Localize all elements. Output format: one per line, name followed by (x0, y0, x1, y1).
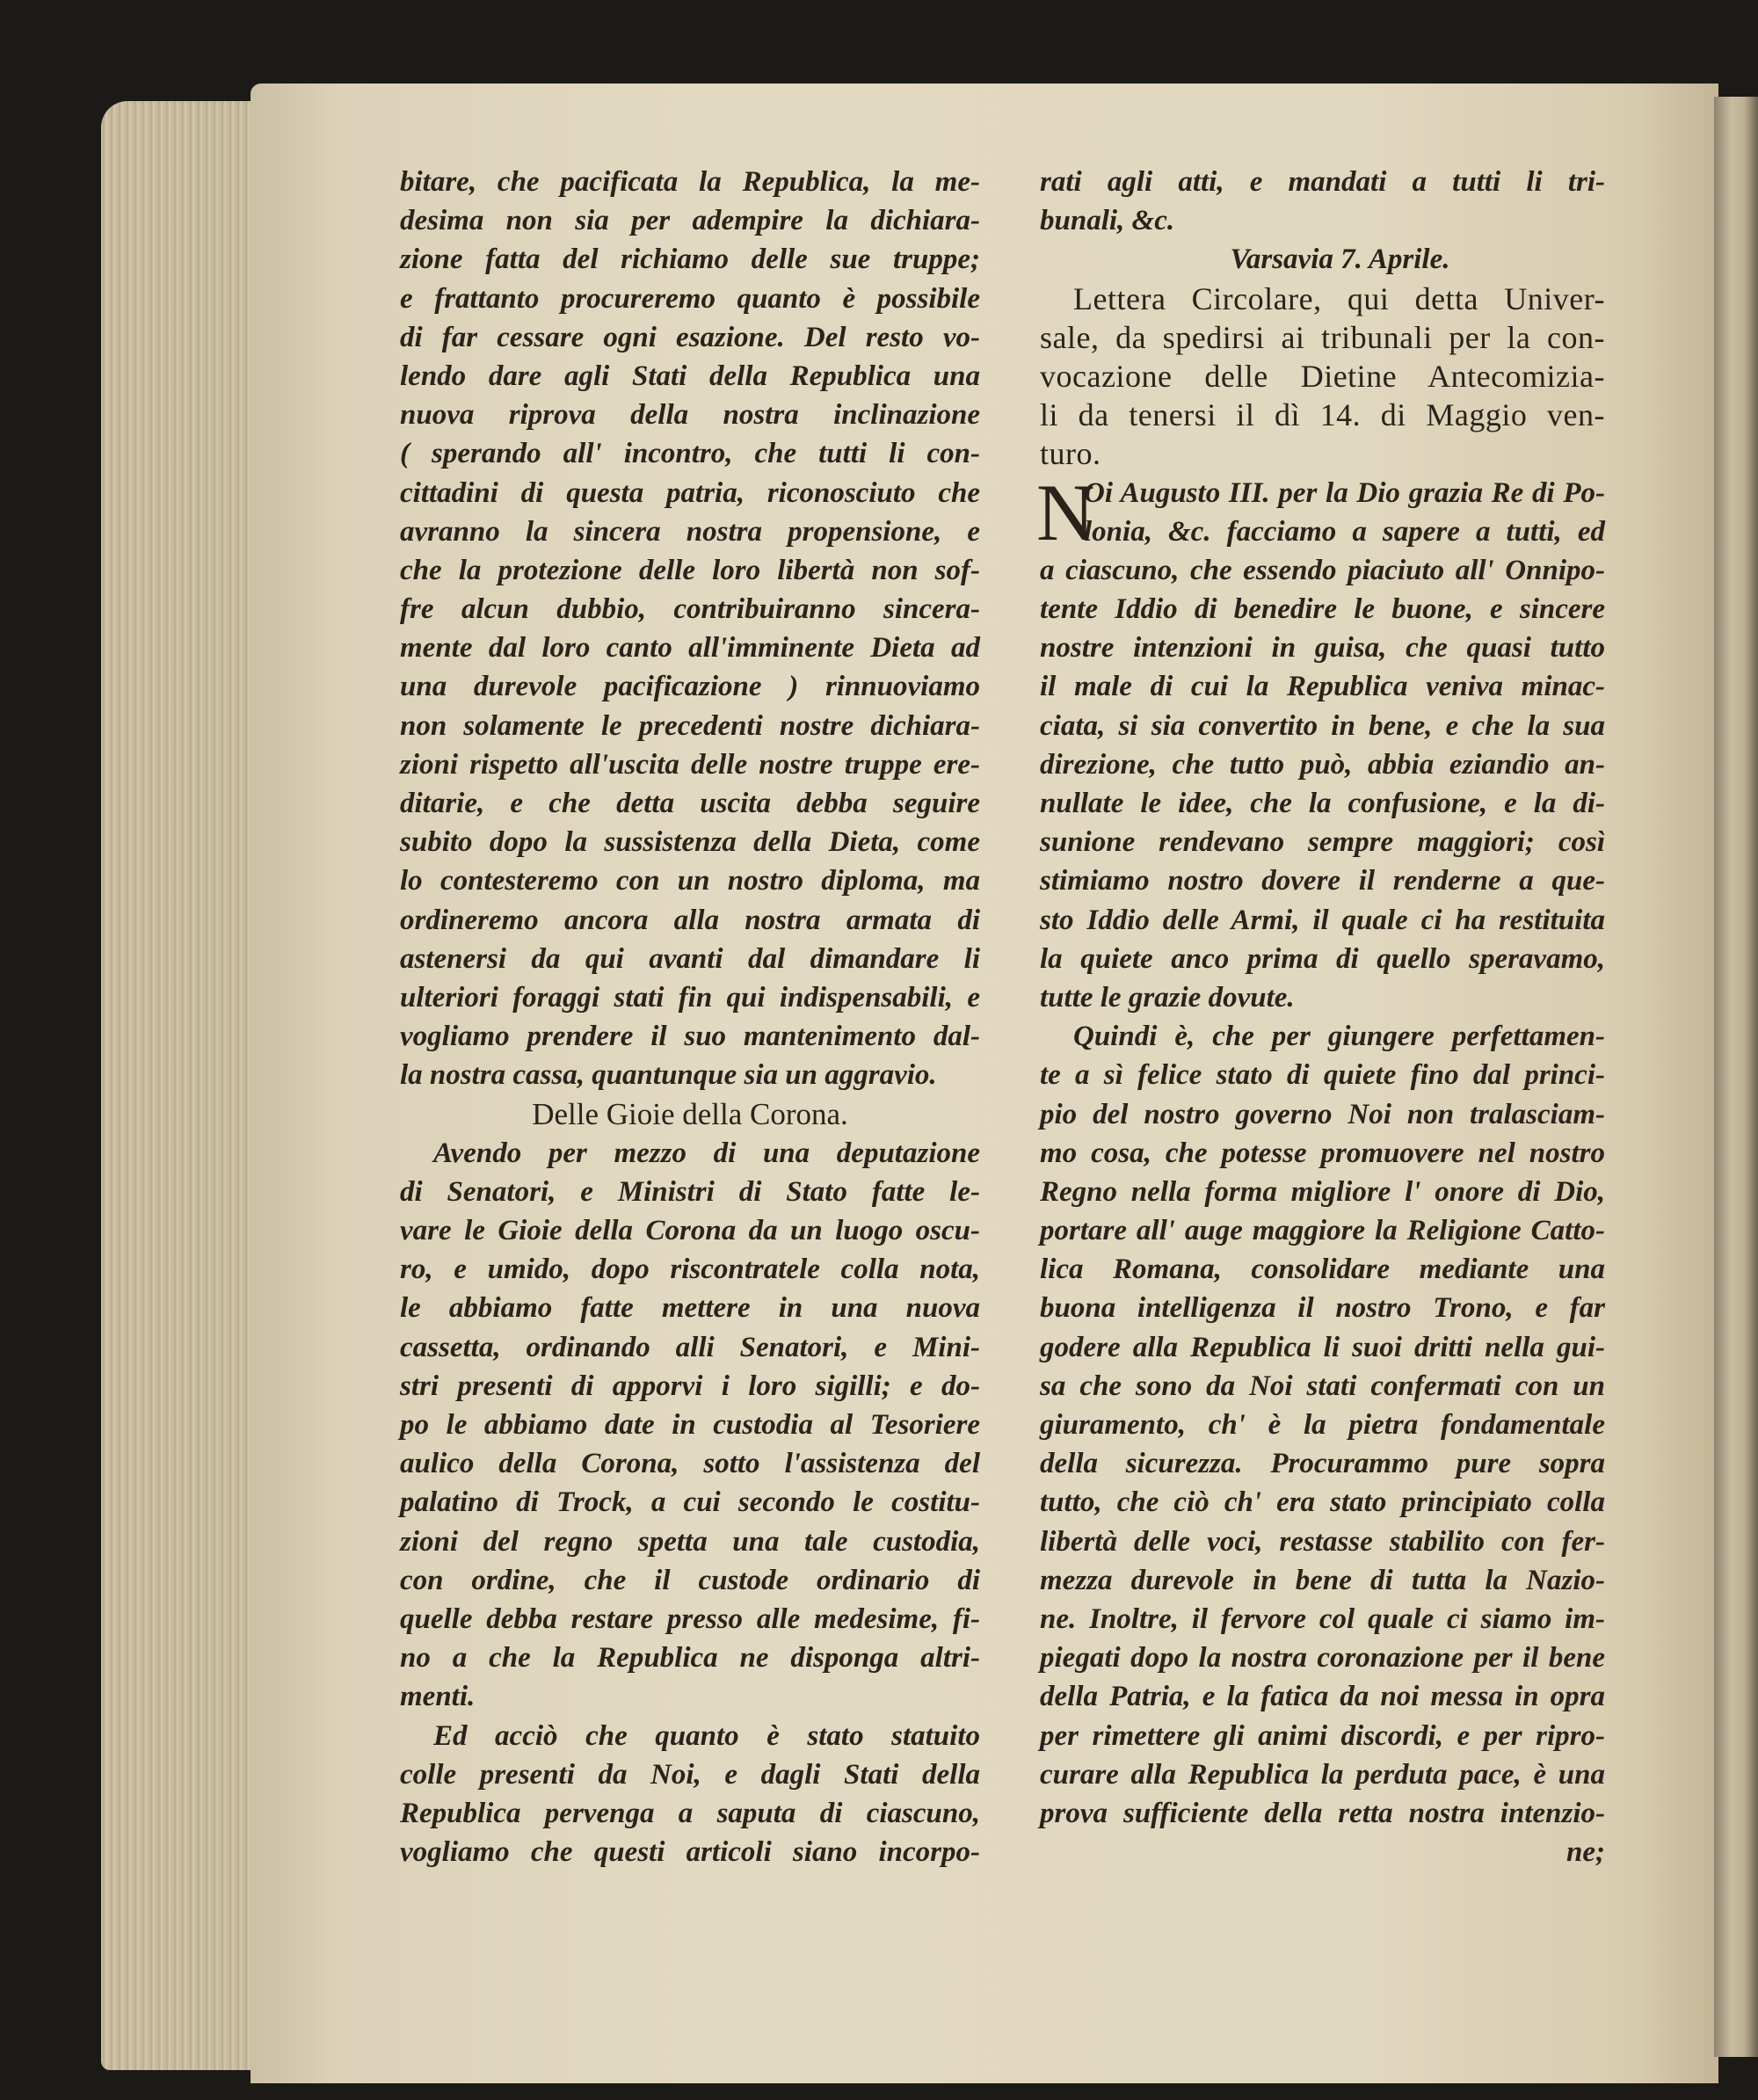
left-paragraph-3 (400, 1717, 980, 1872)
text-line: Ed acciò che quanto è stato statuito (433, 1719, 980, 1752)
text-line: per rimettere gli animi discordi, e per ripro- (1040, 1719, 1605, 1752)
text-line: non solamente le precedenti nostre dichiara- (400, 709, 980, 742)
text-line: di Senatori, e Ministri di Stato fatte le- (400, 1175, 980, 1208)
text-line: ulteriori foraggi stati fin qui indispensabili, e (400, 981, 980, 1014)
text-line: zioni rispetto all'uscita delle nostre truppe ere- (400, 748, 980, 781)
text-line: il male di cui la Republica veniva minac- (1040, 671, 1605, 703)
page-stack-edge (101, 101, 259, 2070)
binding-edge (1714, 97, 1758, 2057)
letter-title (1040, 280, 1605, 474)
text-line: sa che sono da Noi stati confermati con un (1040, 1370, 1605, 1402)
right-column (1036, 163, 1605, 1871)
text-line: stri presenti di apporvi i loro sigilli; e do- (400, 1370, 980, 1402)
text-line: li da tenersi il dì 14. di Maggio ven- (1040, 397, 1605, 433)
text-line: vocazione delle Dietine Antecomizia- (1040, 358, 1605, 394)
text-line: menti. (400, 1681, 476, 1713)
text-line: sale, da spedirsi ai tribunali per la con- (1040, 319, 1605, 355)
text-line: mo cosa, che potesse promuovere nel nostro (1040, 1137, 1605, 1169)
text-line: avranno la sincera nostra propensione, e (400, 515, 980, 548)
text-line: bunali, &c. (1040, 205, 1175, 237)
right-paragraph-2 (1036, 467, 1605, 1018)
text-line: pio del nostro governo Noi non tralasciam- (1040, 1098, 1605, 1130)
text-line: vogliamo prendere il suo mantenimento dal- (400, 1021, 980, 1053)
text-line: la quiete anco prima di quello speravamo, (1040, 942, 1605, 975)
dateline: Varsavia 7. Aprile. (1230, 243, 1450, 276)
text-line: ditarie, e che detta uscita debba seguire (400, 788, 980, 819)
text-line: mezza durevole in bene di tutta la Nazio- (1040, 1564, 1605, 1596)
text-line: no a che la Republica ne disponga altri- (400, 1642, 980, 1675)
text-line: con ordine, che il custode ordinario di (400, 1564, 980, 1596)
text-line: Oi Augusto III. per la Dio grazia Re di Po- (1084, 476, 1605, 509)
text-line: vogliamo che questi articoli siano incorpo- (400, 1836, 980, 1869)
text-line: piegati dopo la nostra coronazione per il bene (1040, 1642, 1605, 1675)
text-line: zioni del regno spetta una tale custodia, (400, 1525, 980, 1558)
text-line: te a sì felice stato di quiete fino dal princi- (1040, 1059, 1605, 1092)
text-line: buona intelligenza il nostro Trono, e far (1040, 1292, 1605, 1325)
text-line: palatino di Trock, a cui secondo le costitu- (400, 1486, 980, 1519)
text-line: ordineremo ancora alla nostra armata di (400, 904, 980, 936)
text-line: le abbiamo fatte mettere in una nuova (400, 1292, 980, 1325)
text-line: tente Iddio di benedire le buone, e sincere (1040, 593, 1605, 626)
text-line: cittadini di questa patria, riconosciuto che (400, 476, 980, 509)
text-line: Regno nella forma migliore l' onore di Dio, (1040, 1175, 1605, 1208)
text-line: della Patria, e la fatica da noi messa in opra (1040, 1681, 1605, 1713)
text-line: Lettera Circolare, qui detta Univer- (1073, 280, 1605, 316)
text-line: lendo dare agli Stati della Republica una (400, 360, 980, 392)
text-line: lo contesteremo con un nostro diploma, ma (400, 865, 980, 897)
text-line: ciata, si sia convertito in bene, e che la sua (1040, 709, 1605, 742)
text-line: godere alla Republica li suoi dritti nella gui- (1040, 1331, 1605, 1363)
text-line: mente dal loro canto all'imminente Dieta ad (400, 632, 980, 665)
text-line: libertà delle voci, restasse stabilito con fer- (1040, 1525, 1605, 1558)
text-line: subito dopo la sussistenza della Dieta, come (400, 826, 980, 859)
text-line: che la protezione delle loro libertà non sof- (400, 554, 980, 586)
text-line: ( sperando all' incontro, che tutti li con- (400, 438, 980, 470)
section-heading: Delle Gioie della Corona. (532, 1096, 848, 1131)
text-line: portare all' auge maggiore la Religione Catto- (1040, 1215, 1605, 1247)
text-line: e frattanto procureremo quanto è possibile (400, 282, 980, 315)
text-line: nostre intenzioni in guisa, che quasi tutto (1040, 632, 1605, 665)
text-line: Republica pervenga a saputa di ciascuno, (400, 1797, 980, 1829)
text-line: Quindi è, che per giungere perfettamen- (1073, 1021, 1605, 1053)
text-line: rati agli atti, e mandati a tutti li tri- (1040, 166, 1605, 198)
right-paragraph-3 (1040, 1017, 1605, 1833)
text-line: astenersi da qui avanti dal dimandare li (400, 942, 980, 975)
text-line: aulico della Corona, sotto l'assistenza del (400, 1448, 980, 1480)
text-line: turo. (1040, 436, 1101, 472)
text-line: sunione rendevano sempre maggiori; così (1040, 826, 1605, 859)
text-line: Avendo per mezzo di una deputazione (433, 1137, 980, 1169)
text-line: cassetta, ordinando alli Senatori, e Mini- (400, 1331, 980, 1363)
text-line: della sicurezza. Procurammo pure sopra (1040, 1448, 1605, 1480)
text-line: tutte le grazie dovute. (1040, 981, 1295, 1014)
text-line: direzione, che tutto può, abbia eziandio an- (1040, 748, 1605, 781)
text-line: nuova riprova della nostra inclinazione (400, 399, 980, 432)
text-line: la nostra cassa, quantunque sia un aggravio. (400, 1059, 937, 1092)
text-line: sto Iddio delle Armi, il quale ci ha restituita (1040, 904, 1605, 936)
catchword: ne; (1566, 1836, 1605, 1869)
text-line: curare alla Republica la perduta pace, è una (1040, 1758, 1605, 1791)
text-line: lica Romana, consolidare mediante una (1040, 1253, 1605, 1286)
text-line: po le abbiamo date in custodia al Tesoriere (400, 1409, 980, 1441)
right-paragraph-1 (1040, 163, 1605, 240)
left-column (400, 163, 980, 1871)
text-line: una durevole pacificazione ) rinnuoviamo (400, 671, 980, 703)
text-line: ro, e umido, dopo riscontratele colla nota, (400, 1253, 980, 1286)
left-paragraph-2 (400, 1134, 980, 1717)
text-line: colle presenti da Noi, e dagli Stati della (400, 1758, 980, 1791)
text-line: vare le Gioie della Corona da un luogo oscu- (400, 1215, 980, 1247)
text-line: stimiamo nostro dovere il renderne a que- (1040, 865, 1605, 897)
text-line: nullate le idee, che la confusione, e la di- (1040, 788, 1605, 819)
text-line: tutto, che ciò ch' era stato principiato colla (1040, 1486, 1605, 1519)
left-paragraph-1 (400, 163, 980, 1095)
text-line: di far cessare ogni esazione. Del resto vo- (400, 321, 980, 353)
text-line: quelle debba restare presso alle medesime, fi- (400, 1602, 980, 1635)
text-line: zione fatta del richiamo delle sue truppe; (400, 243, 980, 276)
text-line: a ciascuno, che essendo piaciuto all' Onnipo- (1040, 554, 1605, 586)
text-line: desima non sia per adempire la dichiara- (400, 205, 980, 237)
text-line: fre alcun dubbio, contribuiranno sincera- (400, 593, 980, 626)
text-line: giuramento, ch' è la pietra fondamentale (1040, 1409, 1605, 1441)
drop-cap: N (1036, 467, 1095, 557)
text-line: lonia, &c. facciamo a sapere a tutti, ed (1084, 515, 1605, 548)
text-line: prova sufficiente della retta nostra intenzio- (1040, 1797, 1605, 1829)
text-line: bitare, che pacificata la Republica, la me- (400, 166, 980, 198)
text-line: ne. Inoltre, il fervore col quale ci siamo im- (1040, 1602, 1605, 1635)
